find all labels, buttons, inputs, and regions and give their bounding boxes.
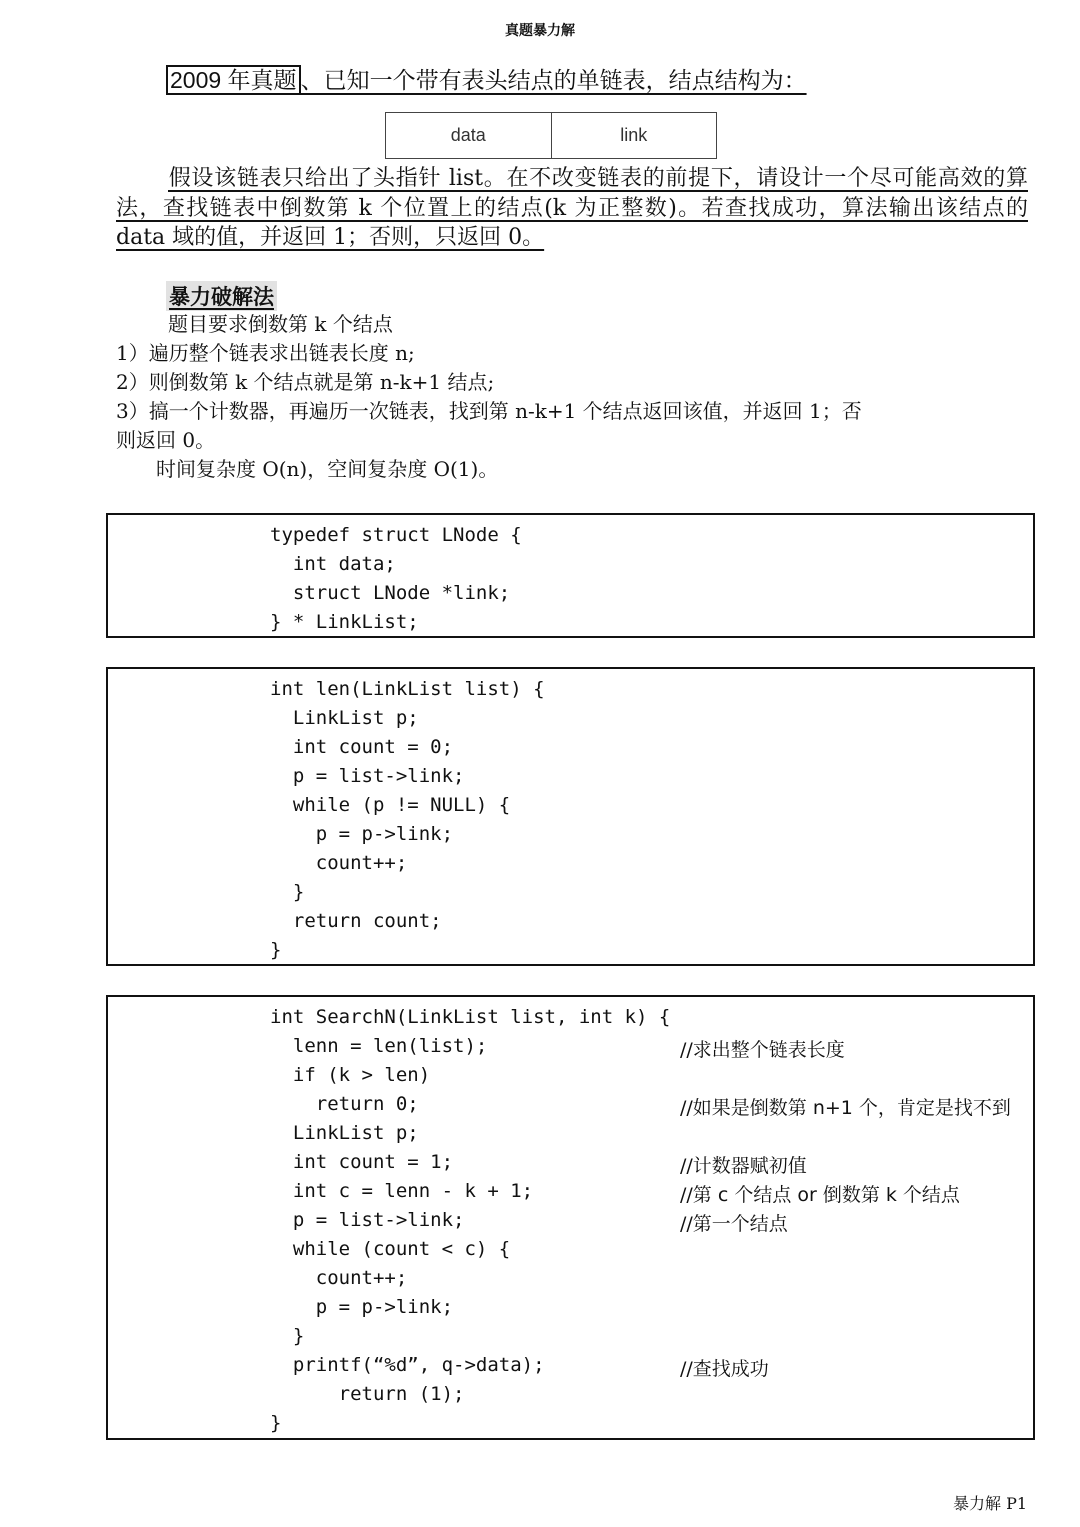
node-field-data: data — [450, 125, 486, 145]
code-line: lenn = len(list); — [270, 1035, 488, 1057]
code-line: } * LinkList; — [270, 611, 419, 633]
code-block-typedef — [106, 513, 1035, 638]
code-block-searchn — [106, 995, 1035, 1440]
step-2: 2）则倒数第 k 个结点就是第 n-k+1 结点; — [116, 370, 495, 394]
code-line: int count = 1; — [270, 1151, 454, 1173]
code-line: p = p->link; — [270, 823, 454, 845]
code-line: } — [270, 881, 305, 903]
node-field-link: link — [551, 113, 717, 158]
complexity-note: 时间复杂度 O(n)，空间复杂度 O(1)。 — [156, 457, 499, 481]
code-line: printf(“%d”, q->data); — [270, 1354, 545, 1376]
code-line: p = list->link; — [270, 1209, 465, 1231]
question-paragraph — [116, 164, 1028, 253]
page-footer: 暴力解 P1 — [953, 1494, 1028, 1513]
code-line: p = p->link; — [270, 1296, 454, 1318]
question-intro: 、已知一个带有表头结点的单链表，结点结构为： — [300, 68, 807, 94]
code-comment: //计数器赋初值 — [680, 1155, 807, 1177]
code-line: return (1); — [270, 1383, 465, 1405]
code-comment: //如果是倒数第 n+1 个，肯定是找不到 — [680, 1097, 1011, 1119]
code-line: LinkList p; — [270, 707, 419, 729]
code-comment: //查找成功 — [680, 1358, 769, 1380]
question-paragraph-text: 假设该链表只给出了头指针 list。在不改变链表的前提下，请设计一个尽可能高效的算法，查找链表中倒数第 k 个位置上的结点(k 为正整数)。若查找成功，算法输出该结点的 data 域的值，并返回 1；否则，只返回 0。 — [116, 166, 1028, 250]
code-line: return 0; — [270, 1093, 419, 1115]
code-line: while (count < c) { — [270, 1238, 511, 1260]
code-comment: //第一个结点 — [680, 1213, 788, 1235]
step-intro: 题目要求倒数第 k 个结点 — [168, 312, 393, 336]
step-3-continued: 则返回 0。 — [116, 428, 216, 452]
code-line: struct LNode *link; — [270, 582, 511, 604]
code-comment: //第 c 个结点 or 倒数第 k 个结点 — [680, 1184, 960, 1206]
code-line: int c = lenn - k + 1; — [270, 1180, 534, 1202]
page-header: 真题暴力解 — [505, 23, 575, 39]
step-3: 3）搞一个计数器，再遍历一次链表，找到第 n-k+1 个结点返回该值，并返回 1；否 — [116, 399, 862, 423]
year-label: 2009 年真题 — [166, 65, 301, 95]
question-line — [166, 62, 807, 95]
code-line: } — [270, 1325, 305, 1347]
code-comment: //求出整个链表长度 — [680, 1039, 845, 1061]
code-line: return count; — [270, 910, 442, 932]
code-block-len — [106, 667, 1035, 966]
step-1: 1）遍历整个链表求出链表长度 n; — [116, 341, 415, 365]
code-line: } — [270, 1412, 282, 1434]
code-line: } — [270, 939, 282, 961]
node-structure-diagram — [385, 112, 717, 159]
code-line: while (p != NULL) { — [270, 794, 511, 816]
code-line: int count = 0; — [270, 736, 454, 758]
code-line: int data; — [270, 553, 396, 575]
code-line: LinkList p; — [270, 1122, 419, 1144]
section-title: 暴力破解法 — [166, 281, 277, 311]
code-line: if (k > len) — [270, 1064, 431, 1086]
code-line: typedef struct LNode { — [270, 524, 522, 546]
code-line: count++; — [270, 1267, 408, 1289]
code-line: count++; — [270, 852, 408, 874]
code-line: p = list->link; — [270, 765, 465, 787]
code-line: int SearchN(LinkList list, int k) { — [270, 1006, 671, 1028]
code-line: int len(LinkList list) { — [270, 678, 545, 700]
